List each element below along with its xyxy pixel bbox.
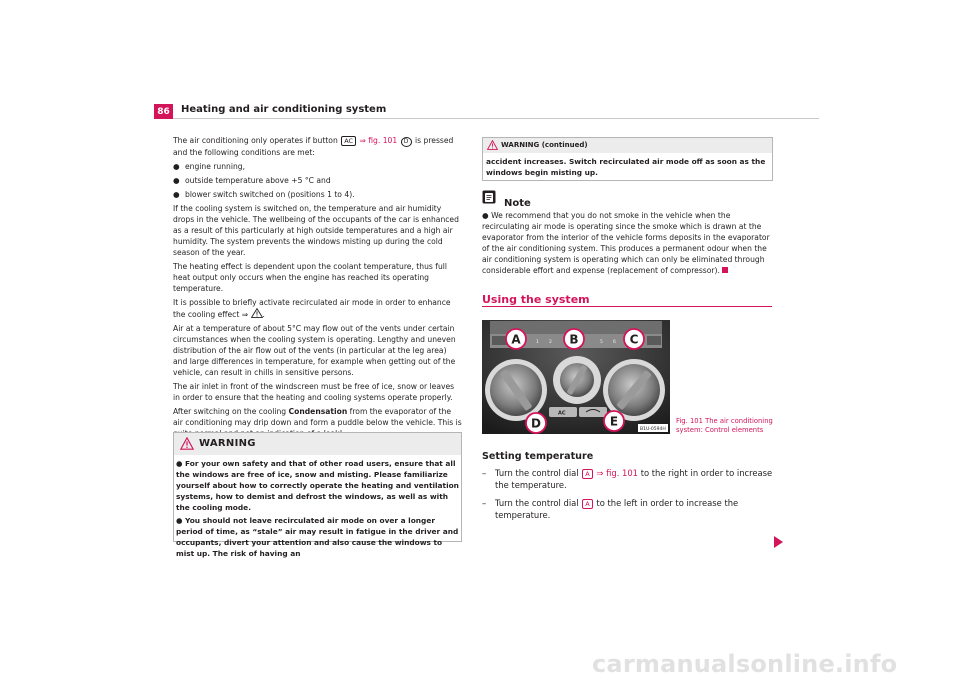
step-item: – Turn the control dial A ⇒ fig. 101 to the right in order to increase the temperature. [482, 468, 773, 490]
d-key-label: D [401, 137, 412, 147]
dial-a-key-label: A [582, 469, 592, 479]
ac-button-label: AC [558, 410, 566, 417]
paragraph-cooling: If the cooling system is switched on, the temperature and air humidity drops in the vehicle. The wellbeing of the occupants of the car is enhanced as a result of this particularly at high outside temperatures and a high air humidity. The system prevents the windows misting up during the cold season of the year. [173, 203, 459, 257]
warning-triangle-icon[interactable] [251, 308, 263, 318]
subsection-title: Setting temperature [482, 451, 594, 462]
panel-label: 2 [549, 340, 552, 345]
watermark-text: carmanualsonline.info [592, 650, 898, 678]
bullet-icon: ● [176, 459, 183, 468]
figure-caption: Fig. 101 The air conditioning system: Control elements [676, 417, 773, 434]
panel-label: 5 [600, 340, 603, 345]
warning-continued-box [482, 137, 773, 181]
callout-label: A [511, 332, 521, 347]
note-icon [482, 190, 496, 204]
callout-label: E [609, 414, 619, 429]
callout-label: D [531, 416, 541, 431]
warning-title: WARNING [199, 438, 256, 449]
section-rule [482, 306, 772, 307]
figure-reference-link[interactable]: ⇒ fig. 101 [359, 136, 398, 145]
bullet-icon: ● [173, 161, 180, 171]
bullet-icon: ● [176, 516, 183, 525]
figure-reference-link[interactable]: ⇒ fig. 101 [596, 468, 639, 478]
list-item: ● For your own safety and that of other road users, ensure that all the windows are free of ice, snow and misting. Please familiarize yourself about how to correctly operate the heating and ventilation systems, how to demist and defrost the windows, as well as with the cooling mode. [176, 459, 459, 512]
warning-header [174, 433, 461, 455]
callout-label: B [569, 332, 579, 347]
paragraph-air-inlet: The air inlet in front of the windscreen must be free of ice, snow or leaves in order to ensure that the heating and cooling systems operate properly. [173, 381, 455, 402]
bullet-icon: ● [173, 175, 180, 185]
panel-label: 6 [613, 340, 616, 345]
paragraph-air-temp: Air at a temperature of about 5°C may flow out of the vents under certain circumstances when the cooling system is operating. Lengthy and uneven distribution of the air flow out of the vents (in particular at the leg area) and large differences in temperature, for example when getting out of the vehicle, can result in chills in sensitive persons. [173, 323, 456, 377]
conditions-list [173, 161, 463, 200]
paragraph-heating: The heating effect is dependent upon the coolant temperature, thus full heat output only occurs when the engine has reached its operating temperature. [173, 261, 447, 293]
warning-triangle-icon [487, 140, 498, 150]
section-end-marker-icon [722, 267, 728, 273]
warning-continued-text: accident increases. Switch recirculated air mode off as soon as the windows begin misting up. [486, 157, 766, 177]
dash-icon: – [482, 468, 487, 478]
list-item: ● outside temperature above +5 °C and [173, 175, 331, 185]
warning-continued-header [483, 138, 772, 153]
warning-box [173, 432, 462, 558]
step-item: – Turn the control dial A to the left in order to increase the temperature. [482, 498, 739, 520]
note-title: Note [504, 198, 531, 209]
intro-paragraph: The air conditioning only operates if button AC ⇒ fig. 101 D is pressed and the following conditions are met: [173, 136, 454, 157]
note-body: ● We recommend that you do not smoke in the vehicle when the recirculating air mode is operating since the smoke which is drawn at the evaporator from the interior of the vehicle forms deposits in the evaporator of the air conditioning system. This produces a permanent odour when the air conditioning system is operating which can only be eliminated through considerable effort and expense (replacement of compressor). [482, 211, 770, 275]
chapter-title: Heating and air conditioning system [181, 104, 387, 115]
bullet-icon: ● [173, 189, 180, 199]
paragraph-recirculation: It is possible to briefly activate recirculated air mode in order to enhance the cooling effect ⇒ . [173, 297, 451, 319]
dial-a-key-label: A [582, 499, 592, 509]
paragraph-condensation: After switching on the cooling Condensation from the evaporator of the air conditioning may drip down and form a puddle below the vehicle. This is [173, 406, 462, 427]
control-panel-figure [482, 320, 670, 434]
warning-triangle-icon [180, 437, 194, 450]
page-number: 86 [154, 104, 173, 119]
dash-icon: – [482, 498, 487, 508]
list-item: ● blower switch switched on (positions 1 to 4). [173, 189, 355, 199]
header-rule [173, 118, 819, 119]
left-column [173, 135, 463, 442]
list-item: ● engine running, [173, 161, 246, 171]
panel-label: 1 [536, 340, 539, 345]
ac-key-label: AC [341, 136, 356, 146]
bullet-icon: ● [482, 211, 489, 220]
figure-code: B1U-0594H [640, 427, 666, 432]
section-title: Using the system [482, 293, 590, 306]
next-page-arrow-icon[interactable] [773, 536, 783, 548]
warning-continued-title: WARNING (continued) [501, 141, 588, 149]
warning-body [176, 458, 460, 561]
callout-label: C [629, 332, 639, 347]
list-item: ● You should not leave recirculated air mode on over a longer period of time, as “stale” air may result in fatigue in the driver and occupants, divert your attention and also cause the windows to mist up. The risk of having an [176, 516, 459, 558]
